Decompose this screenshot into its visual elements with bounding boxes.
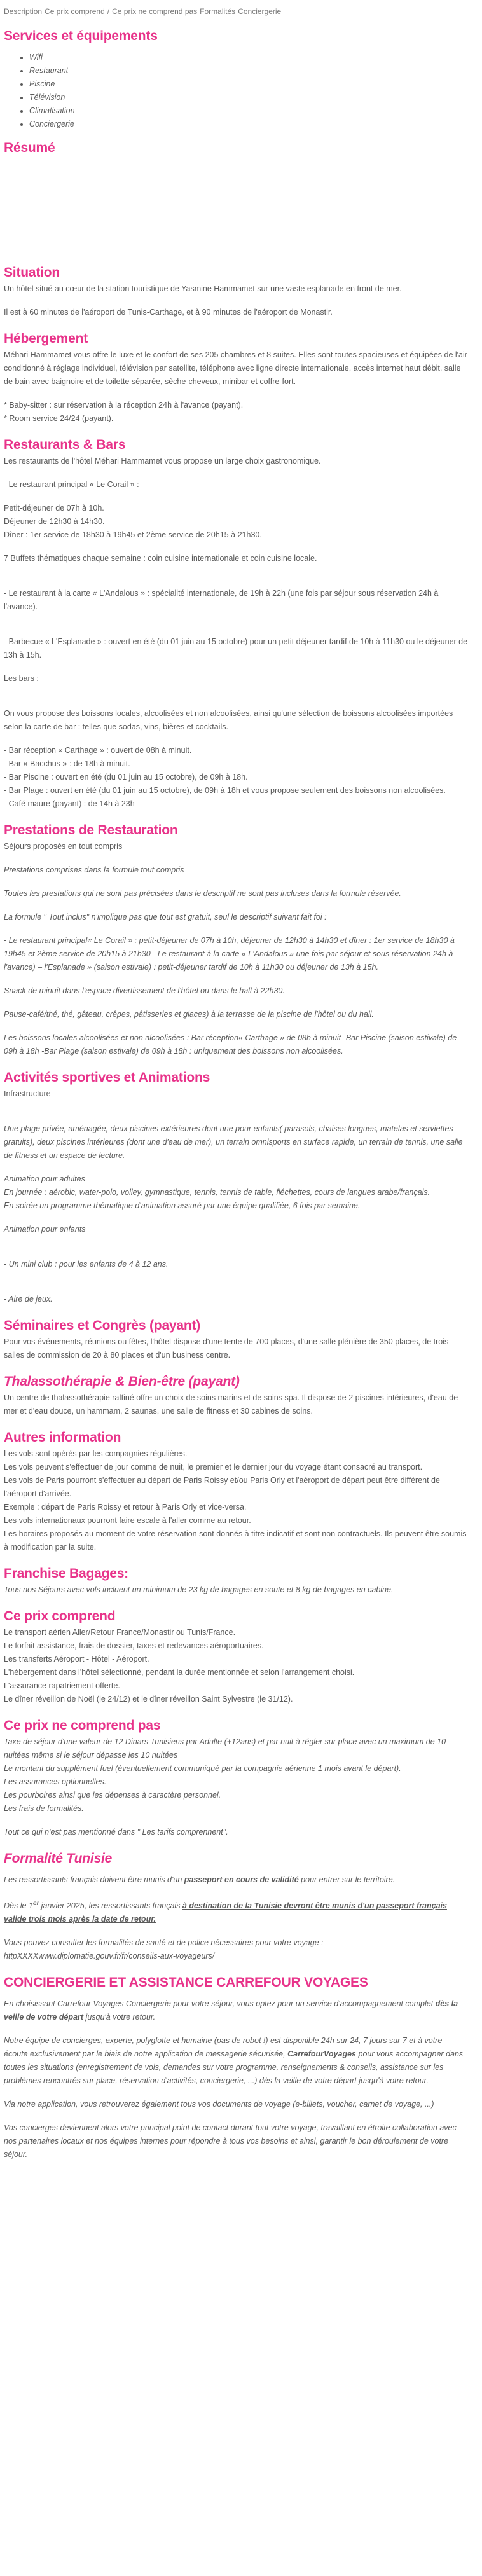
activites-title: Activités sportives et Animations [4,1070,210,1085]
restaurants-line: Déjeuner de 12h30 à 14h30. [4,517,105,526]
autres-line: Les vols internationaux pourront faire escale à l'aller comme au retour. [4,1516,251,1525]
autres-line: Les horaires proposés au moment de votre réservation sont donnés à titre indicatif et sont non contractuels. Ils peuvent être soumis à modification par la suite. [4,1529,467,1552]
activites-line: En soirée un programme thématique d'animation assuré par une équipe qualifiée, 6 fois par semaine. [4,1201,361,1210]
autres-line: Les vols sont opérés par les compagnies régulières. [4,1449,188,1458]
conciergerie-fragment: jusqu'à votre retour. [83,2013,156,2022]
tab-conciergerie[interactable]: Conciergerie [238,7,282,16]
formalite-fragment: Dès le 1 [4,1901,33,1911]
ne-comprend-title: Ce prix ne comprend pas [4,1718,161,1733]
ne-comprend-text: Tout ce qui n'est pas mentionné dans " Les tarifs comprennent". [4,1828,228,1836]
hebergement-text: Méhari Hammamet vous offre le luxe et le confort de ses 205 chambres et 8 suites. Elles sont toutes spacieuses et équipées de l'air conditionné à réglage individuel, télévision par satellite, téléphone avec ligne directe internationale, accès internet haut débit, salle de bain avec baignoire et de toilette séparée, sèche-cheveux, minibar et coffre-fort. [4,350,467,386]
breadcrumb-separator: / [107,7,110,16]
franchise-text: Tous nos Séjours avec vols incluent un minimum de 23 kg de bagages en soute et 8 kg de bagages en cabine. [4,1585,394,1594]
prestations-text: Prestations comprises dans la formule tout compris [4,865,184,874]
restaurants-text: Les bars : [4,674,39,683]
formalite-fragment: Les ressortissants français doivent être munis d'un [4,1875,184,1884]
conciergerie-emphasis: CarrefourVoyages [287,2049,357,2059]
activites-text: Animation pour enfants [4,1225,86,1234]
prestations-text: La formule " Tout inclus" n'implique pas que tout est gratuit, seul le descriptif suivant fait foi : [4,913,327,921]
bar-line: - Bar Plage : ouvert en été (du 01 juin au 15 octobre), de 09h à 18h et vous propose seulement des boissons non alcoolisées. [4,786,446,795]
page [0,6,477,2161]
restaurants-text [4,502,468,542]
autres-line: Exemple : départ de Paris Roissy et retour à Paris Orly et vice-versa. [4,1503,247,1512]
services-list [20,51,468,131]
service-item: • Climatisation [29,104,468,118]
comprend-line: Le forfait assistance, frais de dossier, taxes et redevances aéroportuaires. [4,1641,264,1650]
formalite-fragment: pour entrer sur le territoire. [298,1875,396,1884]
service-item: • Restaurant [29,64,468,78]
comprend-line: L'hébergement dans l'hôtel sélectionné, pendant la durée mentionnée et selon l'arrangement choisi. [4,1668,355,1677]
formalite-line: Vous pouvez consulter les formalités de santé et de police nécessaires pour votre voyage : [4,1938,324,1948]
restaurants-title: Restaurants & Bars [4,437,126,452]
formalite-text [4,1936,468,1963]
resume-title: Résumé [4,141,55,155]
ne-comprend-line: Le montant du supplément fuel (éventuellement communiqué par la compagnie aérienne 1 mois avant le départ). [4,1764,401,1773]
tab-formalites[interactable]: Formalités [200,7,236,16]
services-title: Services et équipements [4,29,158,43]
thalasso-title: Thalassothérapie & Bien-être (payant) [4,1374,240,1389]
prestations-text: Toutes les prestations qui ne sont pas précisées dans le descriptif ne sont pas incluses dans la formule réservée. [4,889,401,898]
autres-line: Les vols de Paris pourront s'effectuer au départ de Paris Roissy et/ou Paris Orly et l'aéroport de départ peut être différent de l'aéroport d'arrivée. [4,1476,440,1498]
activites-text [4,1173,468,1213]
situation-text: Un hôtel situé au cœur de la station touristique de Yasmine Hammamet sur une vaste esplanade en front de mer. [4,284,402,293]
comprend-text [4,1626,468,1706]
restaurants-text: On vous propose des boissons locales, alcoolisées et non alcoolisées, ainsi qu'une sélection de boissons alcoolisées importées selon la carte de bar : telles que sodas, vins, bières et cocktails. [4,709,453,731]
ne-comprend-line: Les assurances optionnelles. [4,1777,107,1786]
hebergement-title: Hébergement [4,331,88,346]
formalite-text [4,1897,468,1926]
bar-line: - Bar Piscine : ouvert en été (du 01 juin au 15 octobre), de 09h à 18h. [4,773,248,782]
situation-text: Il est à 60 minutes de l'aéroport de Tunis-Carthage, et à 90 minutes de l'aéroport de Monastir. [4,308,333,317]
conciergerie-text [4,2034,468,2088]
conciergerie-title: CONCIERGERIE ET ASSISTANCE CARREFOUR VOYAGES [4,1975,368,1990]
formalite-emphasis: passeport en cours de validité [184,1875,299,1884]
activites-subtitle: Infrastructure [4,1089,51,1098]
situation-title: Situation [4,265,60,280]
formalite-link[interactable]: httpXXXXwww.diplomatie.gouv.fr/fr/conseils-aux-voyageurs/ [4,1952,215,1961]
seminaires-text: Pour vos événements, réunions ou fêtes, l'hôtel dispose d'une tente de 700 places, d'une salle plénière de 350 places, de trois salles de commission de 20 à 80 places et d'un business centre. [4,1337,449,1360]
comprend-line: Le dîner réveillon de Noël (le 24/12) et le dîner réveillon Saint Sylvestre (le 31/12). [4,1695,293,1704]
ne-comprend-line: Les pourboires ainsi que les dépenses à caractère personnel. [4,1791,221,1800]
hebergement-text: * Baby-sitter : sur réservation à la réception 24h à l'avance (payant). [4,401,244,410]
conciergerie-fragment: Notre équipe de concierges, experte, polyglotte et humaine (pas de robot !) est disponible 24h sur 24, 7 jours sur 7 et à votre écoute exclusivement par le biais de notre application de messagerie sécurisée, [4,2036,443,2059]
hebergement-text: * Room service 24/24 (payant). [4,414,114,423]
tab-description[interactable]: Description [4,7,43,16]
activites-text: - Aire de jeux. [4,1295,53,1304]
service-item: • Télévision [29,91,468,104]
prestations-text: Pause-café/thé, thé, gâteau, crêpes, pâtisseries et glaces) à la terrasse de la piscine de l'hôtel ou du hall. [4,1010,374,1019]
restaurants-text [4,744,468,811]
prestations-title: Prestations de Restauration [4,823,178,837]
conciergerie-text [4,1997,468,2024]
bar-line: - Café maure (payant) : de 14h à 23h [4,799,135,808]
prestations-text: Snack de minuit dans l'espace divertissement de l'hôtel ou dans le hall à 22h30. [4,986,285,995]
formalite-text [4,1873,468,1887]
ne-comprend-line: Taxe de séjour d'une valeur de 12 Dinars Tunisiens par Adulte (+12ans) et par nuit à régler sur place avec un maximum de 10 nuitées même si le séjour dépasse les 10 nuitées [4,1737,446,1760]
activites-text: - Un mini club : pour les enfants de 4 à 12 ans. [4,1260,169,1269]
comprend-line: Le transport aérien Aller/Retour France/Monastir ou Tunis/France. [4,1628,236,1637]
formalite-title: Formalité Tunisie [4,1851,113,1866]
breadcrumb [4,6,468,17]
autres-text [4,1447,468,1554]
restaurants-line: Dîner : 1er service de 18h30 à 19h45 et 2ème service de 20h15 à 21h30. [4,530,262,539]
activites-text: Une plage privée, aménagée, deux piscines extérieures dont une pour enfants( parasols, chaises longues, matelas et serviettes gratuits), deux piscines intérieures (dont une d'eau de mer), un terrain omnisports en surface rapide, un terrain de tennis, une salle de fitness et un espace de lecture. [4,1124,463,1160]
franchise-title: Franchise Bagages: [4,1566,128,1581]
activites-line: Animation pour adultes [4,1174,85,1183]
tab-prix-ne-comprend[interactable]: Ce prix ne comprend pas [112,7,198,16]
restaurants-line: Petit-déjeuner de 07h à 10h. [4,504,104,513]
ne-comprend-text [4,1735,468,1815]
restaurants-text: - Barbecue « L'Esplanade » : ouvert en été (du 01 juin au 15 octobre) pour un petit déjeuner tardif de 10h à 11h30 ou le déjeuner de 13h à 15h. [4,637,468,659]
service-item: • Piscine [29,78,468,91]
bar-line: - Bar réception « Carthage » : ouvert de 08h à minuit. [4,746,192,755]
ne-comprend-line: Les frais de formalités. [4,1804,84,1813]
autres-line: Les vols peuvent s'effectuer de jour comme de nuit, le premier et le dernier jour du voyage étant consacré au transport. [4,1463,423,1471]
restaurants-text: 7 Buffets thématiques chaque semaine : coin cuisine internationale et coin cuisine locale. [4,554,317,563]
autres-title: Autres information [4,1430,121,1445]
seminaires-title: Séminaires et Congrès (payant) [4,1318,201,1333]
prestations-text: Les boissons locales alcoolisées et non alcoolisées : Bar réception« Carthage » de 08h à minuit -Bar Piscine (saison estivale) de 09h à 18h -Bar Plage (saison estivale) de 09h à 18h : uniquement des boissons non alcoolisées. [4,1033,457,1056]
conciergerie-text: Via notre application, vous retrouverez également tous vos documents de voyage (e-billets, voucher, carnet de voyage, ...) [4,2100,434,2109]
prestations-subtitle: Séjours proposés en tout compris [4,842,123,851]
conciergerie-text: Vos concierges deviennent alors votre principal point de contact durant tout votre voyage, travaillant en étroite collaboration avec nos partenaires locaux et nos équipes internes pour répondre à tous vos besoins et ainsi, garantir le bon déroulement de votre séjour. [4,2123,457,2159]
formalite-superscript: er [32,1900,39,1907]
restaurants-subtitle: Les restaurants de l'hôtel Méhari Hammamet vous propose un large choix gastronomique. [4,457,321,465]
comprend-line: Les transferts Aéroport - Hôtel - Aéroport. [4,1655,149,1663]
restaurants-text: - Le restaurant à la carte « L'Andalous » : spécialité internationale, de 19h à 22h (une fois par séjour sous réservation 24h à l'avance). [4,589,439,611]
activites-line: En journée : aérobic, water-polo, volley, gymnastique, tennis, tennis de table, fléchettes, cours de langues arabe/français. [4,1188,430,1197]
formalite-emphasis: à destination de la Tunisie devront être munis d'un passeport français valide trois mois après la date de retour. [4,1901,447,1924]
thalasso-text: Un centre de thalassothérapie raffiné offre un choix de soins marins et de soins spa. Il dispose de 2 piscines intérieures, d'eau de mer et d'eau douce, un hammam, 2 saunas, une salle de fitness et 30 cabines de soins. [4,1393,458,1415]
restaurants-text: - Le restaurant principal « Le Corail » : [4,480,139,489]
conciergerie-fragment: pour vous accompagner dans toutes les situations (enregistrement de vols, demandes sur votre programme, renseignements & conseils, assistance sur les problèmes rencontrés sur place, réservation d'activités, conciergerie, ...) dès la veille de votre départ jusqu'à votre retour. [4,2049,464,2086]
conciergerie-emphasis: dès la veille de votre départ [4,1999,458,2022]
conciergerie-fragment: En choisissant Carrefour Voyages Conciergerie pour votre séjour, vous optez pour un service d'accompagnement complet [4,1999,436,2009]
bar-line: - Bar « Bacchus » : de 18h à minuit. [4,759,130,768]
comprend-title: Ce prix comprend [4,1609,116,1623]
service-item: • Wifi [29,51,468,64]
service-item: • Conciergerie [29,118,468,131]
tab-prix-comprend[interactable]: Ce prix comprend [45,7,105,16]
formalite-fragment: janvier 2025, les ressortissants français [39,1901,182,1911]
prestations-text: - Le restaurant principal« Le Corail » : petit-déjeuner de 07h à 10h, déjeuner de 12h30 à 14h30 et dîner : 1er service de 18h30 à 19h45 et 2ème service de 20h15 à 21h30 - Le restaurant à la carte « L'Andalous » une fois par séjour et sous réservation 24h à l'avance) – l'Esplanade » (saison estivale) : petit-déjeuner tardif de 10h à 11h30 ou déjeuner de 13h à 15h. [4,936,455,972]
comprend-line: L'assurance rapatriement offerte. [4,1681,120,1690]
